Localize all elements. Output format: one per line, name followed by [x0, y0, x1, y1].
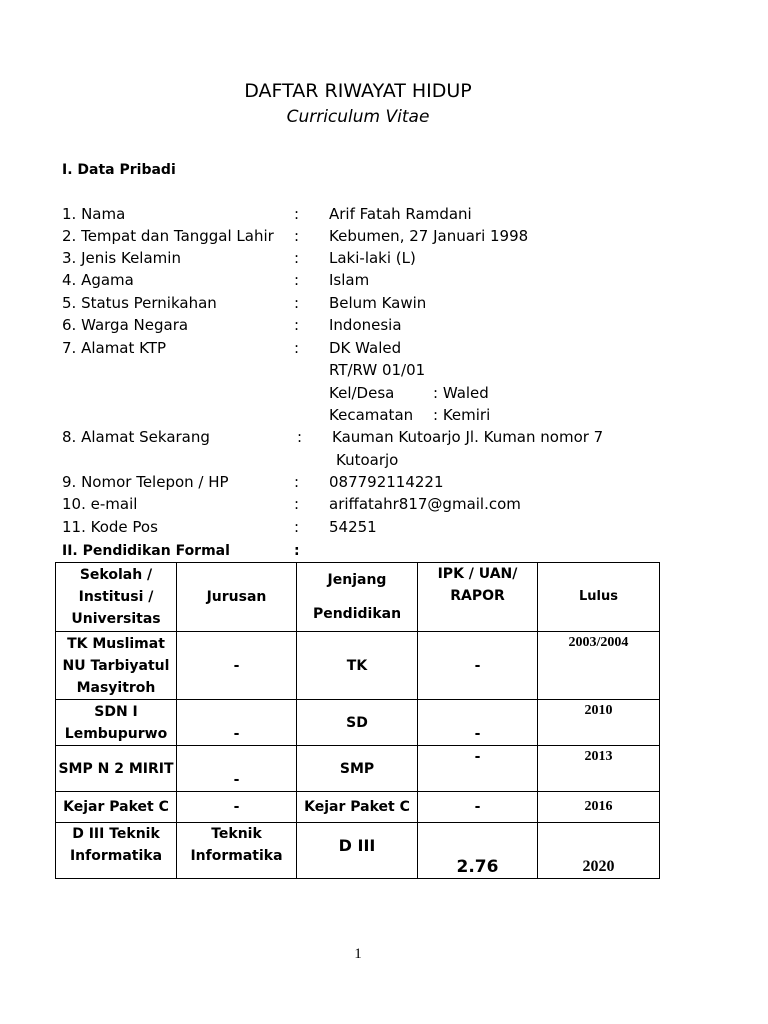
field-colon: : — [294, 205, 300, 223]
field-label: 8. Alamat Sekarang — [62, 428, 210, 446]
field-row-current-address — [62, 428, 682, 450]
cv-title: DAFTAR RIWAYAT HIDUP — [244, 80, 472, 102]
current-address-city: Kutoarjo — [336, 451, 399, 469]
cell-major: - — [177, 700, 297, 746]
field-value: Indonesia — [329, 316, 402, 334]
field-value: 087792114221 — [329, 473, 444, 491]
header-school: Sekolah / Institusi / Universitas — [56, 563, 177, 632]
field-label: 4. Agama — [62, 271, 134, 289]
education-heading-colon: : — [294, 543, 300, 559]
field-value: Arif Fatah Ramdani — [329, 205, 472, 223]
field-colon: : — [294, 227, 300, 245]
field-value: 54251 — [329, 518, 377, 536]
field-label: 1. Nama — [62, 205, 126, 223]
field-colon: : — [294, 249, 300, 267]
field-row-religion — [62, 271, 682, 293]
field-label: 7. Alamat KTP — [62, 339, 167, 357]
cell-major: - — [177, 746, 297, 792]
field-colon: : — [294, 339, 300, 357]
cell-year: 2016 — [538, 792, 660, 823]
ktp-rtrw: RT/RW 01/01 — [329, 361, 426, 379]
field-colon: : — [294, 473, 300, 491]
header-score: IPK / UAN/ RAPOR — [418, 563, 538, 632]
header-level: Jenjang Pendidikan — [297, 563, 418, 632]
cell-score: - — [418, 632, 538, 700]
field-row-marital — [62, 294, 682, 316]
field-label: 10. e-mail — [62, 495, 138, 513]
field-label: 11. Kode Pos — [62, 518, 158, 536]
field-row-phone — [62, 473, 682, 495]
education-table — [55, 562, 660, 879]
table-row — [56, 792, 660, 823]
cell-school: D III Teknik Informatika — [56, 823, 177, 879]
cell-school: TK Muslimat NU Tarbiyatul Masyitroh — [56, 632, 177, 700]
field-label: 3. Jenis Kelamin — [62, 249, 181, 267]
cell-level: Kejar Paket C — [297, 792, 418, 823]
field-value: ariffatahr817@gmail.com — [329, 495, 521, 513]
cell-major: - — [177, 632, 297, 700]
cell-school: SDN I Lembupurwo — [56, 700, 177, 746]
cell-year: 2010 — [538, 700, 660, 746]
field-label: 5. Status Pernikahan — [62, 294, 217, 312]
field-colon: : — [294, 271, 300, 289]
cell-year: 2003/2004 — [538, 632, 660, 700]
cell-major: - — [177, 792, 297, 823]
field-value: Islam — [329, 271, 370, 289]
cell-score: - — [418, 746, 538, 792]
field-value: Laki-laki (L) — [329, 249, 416, 267]
field-value: Kauman Kutoarjo Jl. Kuman nomor 7 — [332, 428, 604, 446]
table-header-row — [56, 563, 660, 632]
field-value: Kebumen, 27 Januari 1998 — [329, 227, 529, 245]
field-row-ktp-address — [62, 339, 682, 361]
cell-score: - — [418, 792, 538, 823]
field-colon: : — [294, 495, 300, 513]
table-row — [56, 746, 660, 792]
cell-score: 2.76 — [418, 823, 538, 879]
cell-level: D III — [297, 823, 418, 879]
cell-year: 2013 — [538, 746, 660, 792]
cell-year: 2020 — [538, 823, 660, 879]
ktp-kecamatan-value: : Kemiri — [433, 406, 491, 424]
header-graduated: Lulus — [538, 563, 660, 632]
field-colon: : — [294, 518, 300, 536]
cell-school: Kejar Paket C — [56, 792, 177, 823]
field-colon: : — [297, 428, 303, 446]
personal-data-heading: I. Data Pribadi — [62, 162, 176, 178]
field-row-name — [62, 205, 682, 227]
cell-level: TK — [297, 632, 418, 700]
cell-score: - — [418, 700, 538, 746]
ktp-kecamatan-label: Kecamatan — [329, 406, 414, 424]
field-colon: : — [294, 316, 300, 334]
cell-level: SMP — [297, 746, 418, 792]
cell-level: SD — [297, 700, 418, 746]
ktp-keldesa-label: Kel/Desa — [329, 384, 395, 402]
field-value: DK Waled — [329, 339, 402, 357]
cell-major: Teknik Informatika — [177, 823, 297, 879]
table-row — [56, 823, 660, 879]
page-number: 1 — [354, 946, 362, 962]
field-row-email — [62, 495, 682, 517]
field-row-gender — [62, 249, 682, 271]
ktp-keldesa-value: : Waled — [433, 384, 489, 402]
field-row-postal-code — [62, 518, 682, 540]
field-label: 9. Nomor Telepon / HP — [62, 473, 229, 491]
header-major: Jurusan — [177, 563, 297, 632]
table-row — [56, 700, 660, 746]
field-value: Belum Kawin — [329, 294, 427, 312]
field-colon: : — [294, 294, 300, 312]
field-label: 2. Tempat dan Tanggal Lahir — [62, 227, 274, 245]
table-row — [56, 632, 660, 700]
education-heading: II. Pendidikan Formal — [62, 543, 230, 559]
field-row-birth — [62, 227, 682, 249]
cell-school: SMP N 2 MIRIT — [56, 746, 177, 792]
cv-subtitle: Curriculum Vitae — [286, 107, 430, 127]
field-label: 6. Warga Negara — [62, 316, 189, 334]
field-row-citizenship — [62, 316, 682, 338]
